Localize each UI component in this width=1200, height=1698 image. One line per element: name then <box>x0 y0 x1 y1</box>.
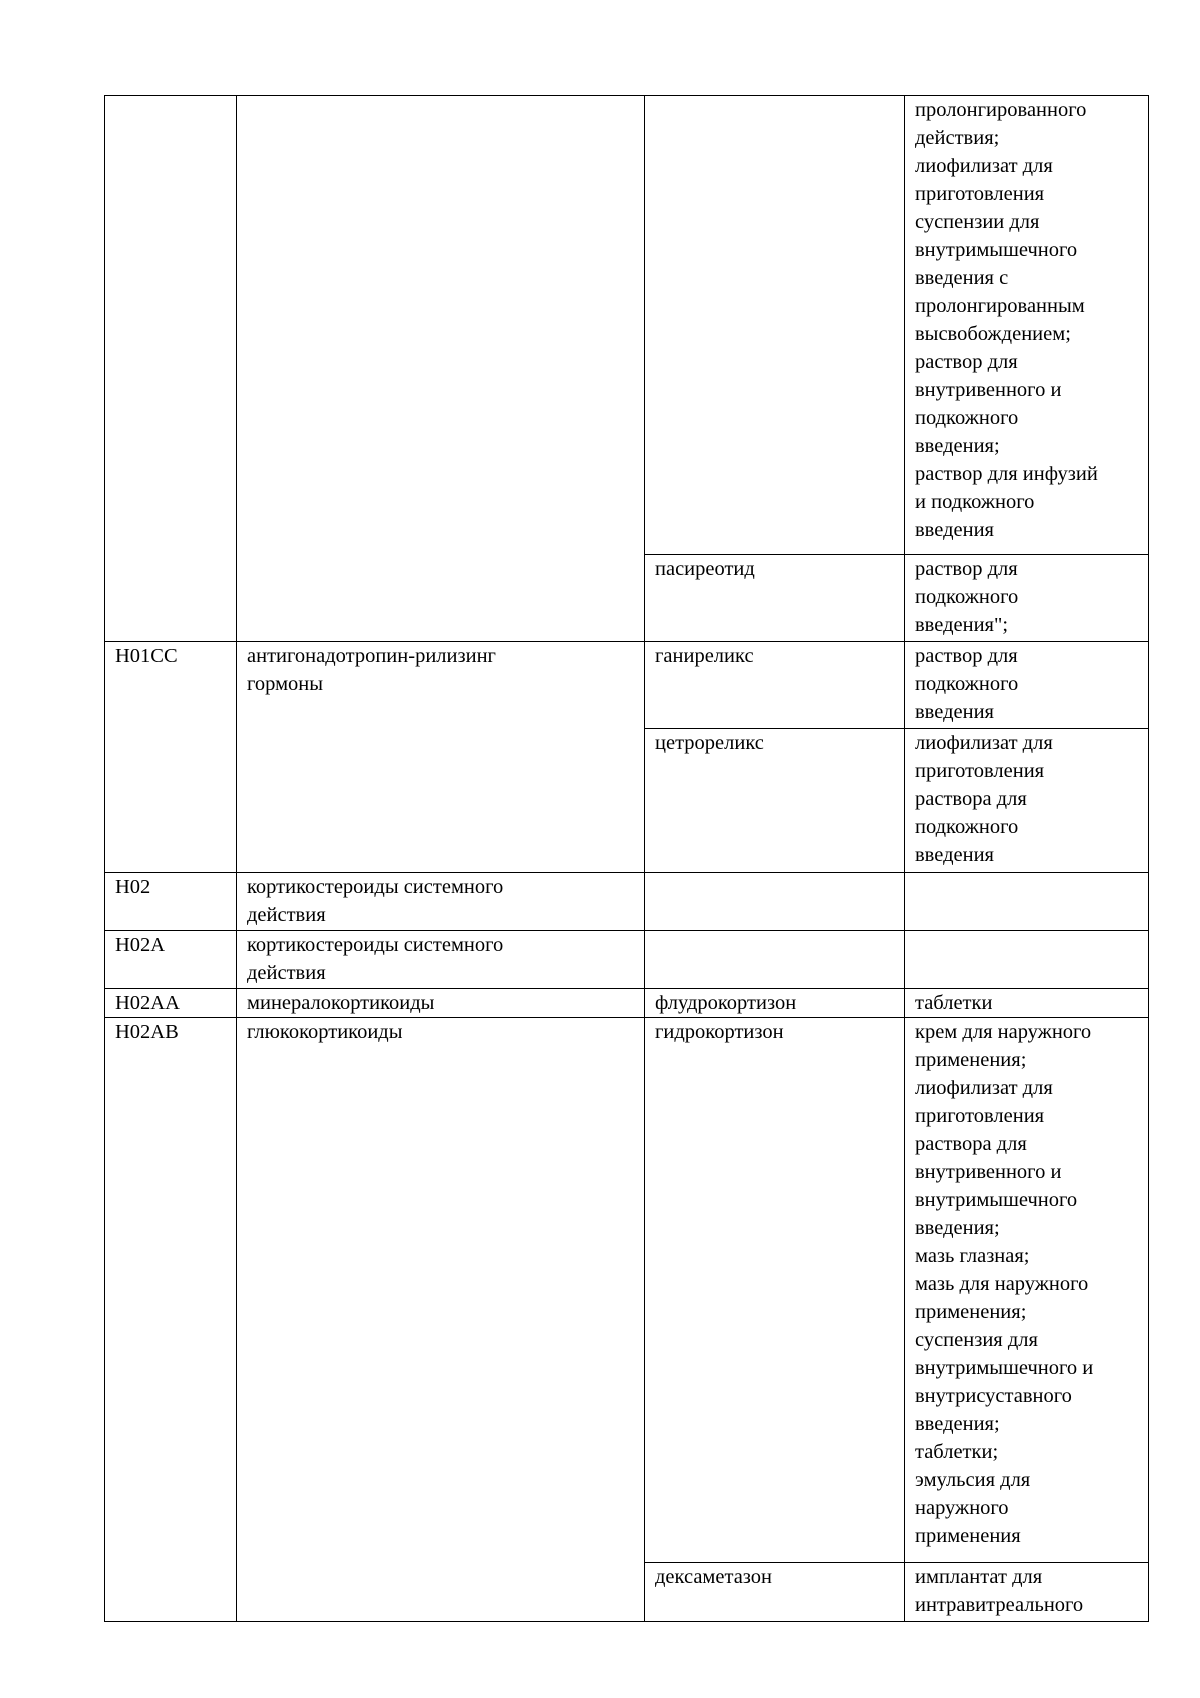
form-cell <box>905 1563 1149 1622</box>
cell-text-line: введения <box>915 844 994 866</box>
cell-text-line: действия <box>247 904 326 926</box>
cell-text-line: суспензии для <box>915 211 1040 233</box>
cell-text-line: введения; <box>915 1217 1000 1239</box>
code-cell: H02AA <box>105 989 237 1018</box>
cell-text-line: раствор для инфузий <box>915 463 1098 485</box>
form-cell <box>905 931 1149 989</box>
drug-table <box>104 95 1149 1622</box>
cell-text-line: раствора для <box>915 1133 1027 1155</box>
table-row <box>105 1018 1149 1563</box>
cell-text-line: пролонгированного <box>915 99 1087 121</box>
cell-text-line: введения с <box>915 267 1009 289</box>
cell-text-line: наружного <box>915 1497 1009 1519</box>
cell-text-line: подкожного <box>915 673 1019 695</box>
drug-cell <box>645 96 905 555</box>
group-cell <box>237 642 645 873</box>
drug-cell: цетрореликс <box>645 729 905 873</box>
group-cell <box>237 96 645 642</box>
code-cell: H01CC <box>105 642 237 873</box>
table-row <box>105 931 1149 989</box>
cell-text-line: введения <box>915 701 994 723</box>
cell-text-line: кортикостероиды системного <box>247 876 504 898</box>
cell-text-line: мазь для наружного <box>915 1273 1089 1295</box>
cell-text-line: и подкожного <box>915 491 1035 513</box>
form-cell <box>905 96 1149 555</box>
cell-text-line: кортикостероиды системного <box>247 934 504 956</box>
cell-text-line: лиофилизат для <box>915 155 1053 177</box>
cell-text-line: высвобождением; <box>915 323 1071 345</box>
cell-text-line: применения; <box>915 1049 1027 1071</box>
cell-text-line: крем для наружного <box>915 1021 1092 1043</box>
cell-text-line: приготовления <box>915 1105 1045 1127</box>
form-cell <box>905 729 1149 873</box>
drug-cell: гидрокортизон <box>645 1018 905 1563</box>
cell-text-line: суспензия для <box>915 1329 1038 1351</box>
table-row <box>105 642 1149 729</box>
form-cell <box>905 555 1149 642</box>
cell-text-line: гормоны <box>247 673 324 695</box>
cell-text-line: раствора для <box>915 788 1027 810</box>
cell-text-line: введения; <box>915 435 1000 457</box>
group-cell: минералокортикоиды <box>237 989 645 1018</box>
group-cell: глюкокортикоиды <box>237 1018 645 1622</box>
cell-text-line: лиофилизат для <box>915 732 1053 754</box>
cell-text-line: антигонадотропин-рилизинг <box>247 645 496 667</box>
cell-text-line: интравитреального <box>915 1594 1084 1616</box>
table-row <box>105 96 1149 555</box>
cell-text-line: действия <box>247 962 326 984</box>
cell-text-line: применения <box>915 1525 1021 1547</box>
cell-text-line: мазь глазная; <box>915 1245 1030 1267</box>
cell-text-line: приготовления <box>915 183 1045 205</box>
code-cell <box>105 96 237 642</box>
cell-text-line: внутривенного и <box>915 379 1062 401</box>
cell-text-line: раствор для <box>915 645 1018 667</box>
cell-text-line: внутрисуставного <box>915 1385 1072 1407</box>
cell-text-line: внутривенного и <box>915 1161 1062 1183</box>
drug-cell: флудрокортизон <box>645 989 905 1018</box>
cell-text-line: введения; <box>915 1413 1000 1435</box>
cell-text-line: раствор для <box>915 351 1018 373</box>
form-cell <box>905 873 1149 931</box>
code-cell: H02AB <box>105 1018 237 1622</box>
drug-cell: ганиреликс <box>645 642 905 729</box>
drug-cell: пасиреотид <box>645 555 905 642</box>
code-cell: H02A <box>105 931 237 989</box>
drug-cell <box>645 931 905 989</box>
form-cell <box>905 642 1149 729</box>
cell-text-line: имплантат для <box>915 1566 1043 1588</box>
drug-cell <box>645 873 905 931</box>
cell-text-line: приготовления <box>915 760 1045 782</box>
code-cell: H02 <box>105 873 237 931</box>
cell-text-line: подкожного <box>915 816 1019 838</box>
cell-text-line: эмульсия для <box>915 1469 1031 1491</box>
cell-text-line: введения <box>915 519 994 541</box>
cell-text-line: внутримышечного и <box>915 1357 1094 1379</box>
group-cell <box>237 873 645 931</box>
cell-text-line: введения"; <box>915 614 1009 636</box>
drug-cell: дексаметазон <box>645 1563 905 1622</box>
form-cell: таблетки <box>905 989 1149 1018</box>
cell-text-line: внутримышечного <box>915 1189 1078 1211</box>
cell-text-line: подкожного <box>915 586 1019 608</box>
cell-text-line: лиофилизат для <box>915 1077 1053 1099</box>
cell-text-line: действия; <box>915 127 1000 149</box>
cell-text-line: внутримышечного <box>915 239 1078 261</box>
table-row <box>105 989 1149 1018</box>
group-cell <box>237 931 645 989</box>
cell-text-line: раствор для <box>915 558 1018 580</box>
cell-text-line: таблетки; <box>915 1441 999 1463</box>
table-row <box>105 873 1149 931</box>
cell-text-line: пролонгированным <box>915 295 1085 317</box>
cell-text-line: подкожного <box>915 407 1019 429</box>
form-cell <box>905 1018 1149 1563</box>
cell-text-line: применения; <box>915 1301 1027 1323</box>
